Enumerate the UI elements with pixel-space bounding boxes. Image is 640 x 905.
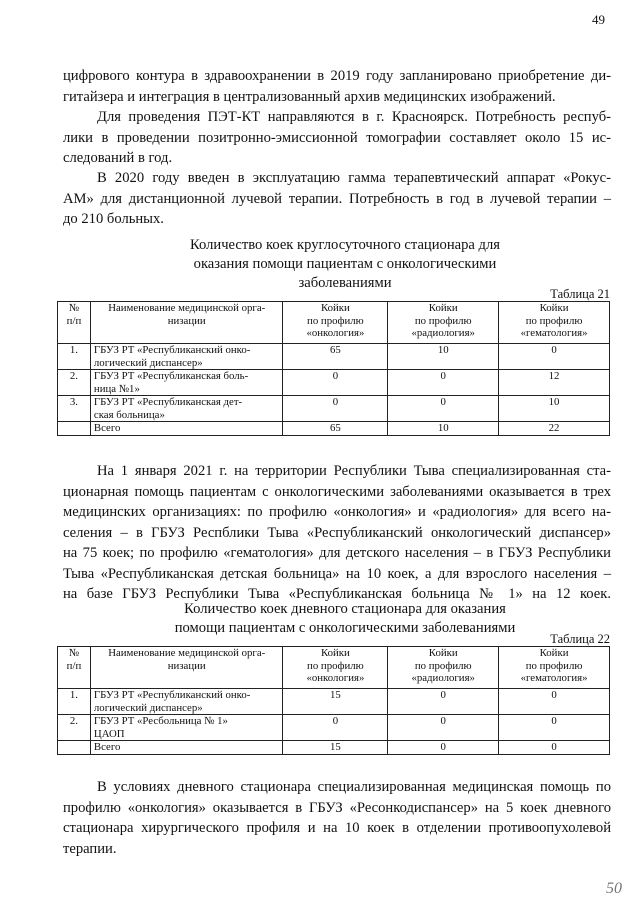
text-line: Для проведения ПЭТ-КТ направляются в г. Красноярск. Потребность респуб- bbox=[97, 109, 611, 125]
cell-oncology: 0 bbox=[283, 370, 388, 396]
cell-org: Всего bbox=[90, 422, 283, 436]
cell-org: ГБУЗ РТ «Ресбольница № 1» ЦАОП bbox=[90, 715, 283, 741]
table-row bbox=[58, 689, 610, 715]
header-radiology: Койки по профилю «радиология» bbox=[388, 647, 499, 689]
page-number: 49 bbox=[592, 12, 605, 27]
header-hematology: Койки по профилю «гематология» bbox=[499, 302, 610, 344]
cell-num: 2. bbox=[58, 370, 91, 396]
text-line: на 75 коек; по профилю «гематология» для детского населения – в ГБУЗ Республики bbox=[63, 545, 611, 561]
text-line: цифрового контура в здравоохранении в 2019 году запланировано приобретение ди- bbox=[63, 68, 611, 84]
table-row bbox=[58, 344, 610, 370]
table-row bbox=[58, 396, 610, 422]
cell-num: 3. bbox=[58, 396, 91, 422]
table-22-label: Таблица 22 bbox=[550, 632, 610, 646]
text-line: стационара хирургического профиля и на 10 коек в отделении противоопухолевой bbox=[63, 820, 611, 836]
header-org: Наименование медицинской орга- низации bbox=[90, 647, 283, 689]
cell-org: ГБУЗ РТ «Республиканский онко- логический диспансер» bbox=[90, 689, 283, 715]
cell-oncology: 65 bbox=[283, 344, 388, 370]
text-line: АМ» для дистанционной лучевой терапии. Потребность в год в лучевой терапии – bbox=[63, 190, 611, 207]
header-num: № п/п bbox=[58, 302, 91, 344]
cell-radiology: 10 bbox=[388, 344, 499, 370]
cell-org: ГБУЗ РТ «Республиканская боль- ница №1» bbox=[90, 370, 283, 396]
cell-org: Всего bbox=[90, 741, 283, 755]
table-header-row bbox=[58, 647, 610, 689]
text-line: медицинских организациях: по профилю «онкология» и «радиология» для всего на- bbox=[63, 504, 611, 520]
cell-radiology: 0 bbox=[388, 396, 499, 422]
cell-org: ГБУЗ РТ «Республиканская дет- ская больница» bbox=[90, 396, 283, 422]
cell-hematology: 22 bbox=[499, 422, 610, 436]
header-org: Наименование медицинской орга- низации bbox=[90, 302, 283, 344]
text-line: профилю «онкология» оказывается в ГБУЗ «Ресонкодиспансер» на 5 коек дневного bbox=[63, 799, 611, 816]
caption-line: Количество коек дневного стационара для оказания bbox=[184, 601, 506, 617]
table-row bbox=[58, 370, 610, 396]
cell-radiology: 0 bbox=[388, 741, 499, 755]
cell-hematology: 0 bbox=[499, 715, 610, 741]
cell-oncology: 0 bbox=[283, 715, 388, 741]
text-line: на базе ГБУЗ Республики Тыва «Республиканская больница № 1» на 12 коек. bbox=[63, 586, 611, 602]
cell-oncology: 65 bbox=[283, 422, 388, 436]
cell-radiology: 0 bbox=[388, 715, 499, 741]
paragraph-5 bbox=[63, 777, 611, 859]
cell-oncology: 15 bbox=[283, 689, 388, 715]
cell-num: 1. bbox=[58, 689, 91, 715]
header-num: № п/п bbox=[58, 647, 91, 689]
text-line: до 210 больных. bbox=[63, 211, 164, 227]
cell-hematology: 0 bbox=[499, 344, 610, 370]
cell-num: 2. bbox=[58, 715, 91, 741]
text-line: селения – в ГБУЗ Респблики Тыва «Республиканский онкологический диспансер» bbox=[63, 524, 611, 541]
text-line: лики в проведении позитронно-эмиссионной томографии составляет около 15 ис- bbox=[63, 129, 611, 146]
header-oncology: Койки по профилю «онкология» bbox=[283, 302, 388, 344]
table-total-row bbox=[58, 422, 610, 436]
table-row bbox=[58, 715, 610, 741]
header-oncology: Койки по профилю «онкология» bbox=[283, 647, 388, 689]
caption-line: помощи пациентам с онкологическими заболеваниями bbox=[174, 620, 516, 636]
caption-line: Количество коек круглосуточного стационара для bbox=[190, 237, 500, 253]
text-line: терапии. bbox=[63, 840, 117, 857]
table-total-row bbox=[58, 741, 610, 755]
table-21 bbox=[57, 301, 610, 436]
paragraph-1 bbox=[63, 66, 611, 107]
cell-hematology: 12 bbox=[499, 370, 610, 396]
cell-num bbox=[58, 741, 91, 755]
table-22 bbox=[57, 646, 610, 755]
text-line: Тыва «Республиканская детская больница» на 10 коек, а для взрослого населения – bbox=[63, 565, 611, 582]
cell-radiology: 0 bbox=[388, 689, 499, 715]
cell-radiology: 10 bbox=[388, 422, 499, 436]
paragraph-3 bbox=[63, 168, 611, 230]
table-header-row bbox=[58, 302, 610, 344]
text-line: гитайзера и интеграция в централизованный архив медицинских изображений. bbox=[63, 88, 556, 105]
header-hematology: Койки по профилю «гематология» bbox=[499, 647, 610, 689]
cell-oncology: 0 bbox=[283, 396, 388, 422]
caption-line: заболеваниями bbox=[298, 275, 392, 291]
cell-num bbox=[58, 422, 91, 436]
text-line: В условиях дневного стационара специализированная медицинская помощь по bbox=[97, 779, 611, 795]
cell-hematology: 10 bbox=[499, 396, 610, 422]
cell-org: ГБУЗ РТ «Республиканский онко- логический диспансер» bbox=[90, 344, 283, 370]
text-line: В 2020 году введен в эксплуатацию гамма терапевтический аппарат «Рокус- bbox=[97, 170, 611, 186]
table-21-label: Таблица 21 bbox=[550, 287, 610, 301]
paragraph-2 bbox=[63, 107, 611, 169]
paragraph-4 bbox=[63, 461, 611, 605]
text-line: ционарная помощь пациентам с онкологическими заболеваниями оказывается в трех bbox=[63, 483, 611, 500]
cell-num: 1. bbox=[58, 344, 91, 370]
cell-hematology: 0 bbox=[499, 689, 610, 715]
table-21-caption bbox=[130, 236, 560, 293]
cell-hematology: 0 bbox=[499, 741, 610, 755]
text-line: следований в год. bbox=[63, 150, 173, 166]
header-radiology: Койки по профилю «радиология» bbox=[388, 302, 499, 344]
cell-radiology: 0 bbox=[388, 370, 499, 396]
text-line: На 1 января 2021 г. на территории Республики Тыва специализированная ста- bbox=[97, 463, 611, 479]
cell-oncology: 15 bbox=[283, 741, 388, 755]
caption-line: оказания помощи пациентам с онкологическими bbox=[193, 256, 497, 272]
handwritten-page-mark: 50 bbox=[606, 880, 622, 897]
